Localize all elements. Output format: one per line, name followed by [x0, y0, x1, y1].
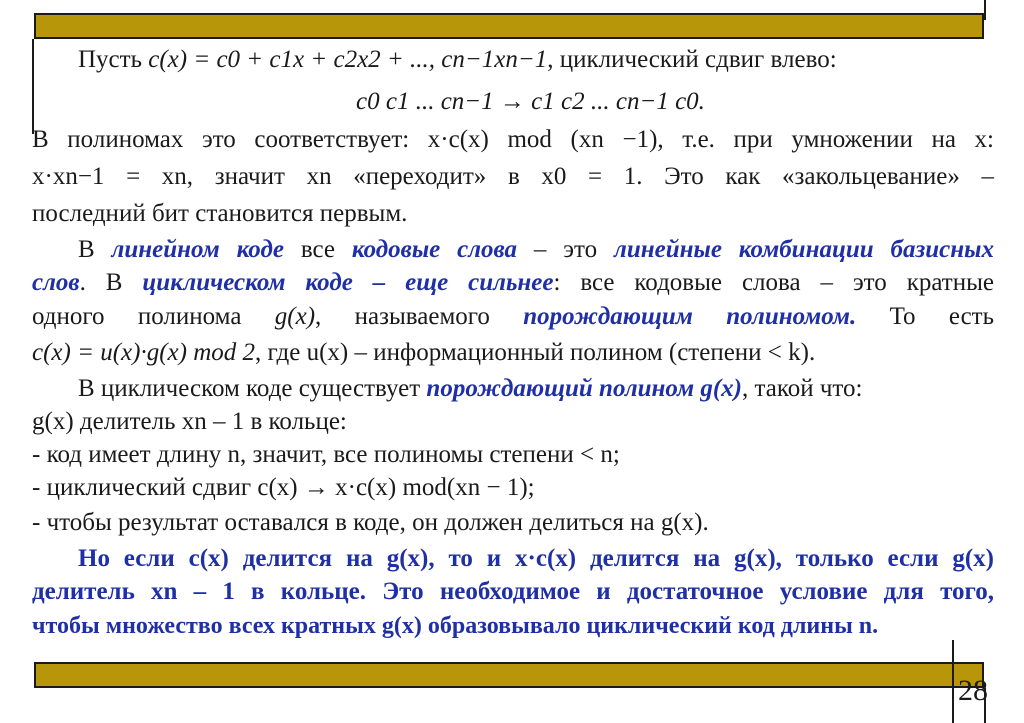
- right-frame-line: [984, 0, 986, 20]
- para4-line5: - чтобы результат оставался в коде, он должен делиться на g(x).: [32, 509, 709, 536]
- right-frame-line-mid: [952, 640, 954, 723]
- para3-line2: слов. В циклическом коде – еще сильнее: все кодовые слова – это кратные: [32, 269, 994, 296]
- left-frame-line: [32, 39, 34, 134]
- para4-line3: - код имеет длину n, значит, все полиномы степени < n;: [32, 441, 620, 468]
- cyclic-poly-formula: c(x) = c0 + c1x + c2x2 + ..., cn−1xn−1: [148, 46, 548, 73]
- para4-line4: - циклический сдвиг c(x) → x·c(x) mod(xn − 1);: [32, 474, 535, 501]
- para1-line2: c0 c1 ... cn−1 → c1 c2 ... cn−1 c0.: [356, 88, 705, 115]
- para5-line1: Но если c(x) делится на g(x), то и x·c(x) делится на g(x), только если g(x): [78, 545, 994, 572]
- para3-line3: одного полинома g(x), называемого порождающим полиномом. То есть: [32, 303, 994, 330]
- para3-line4: c(x) = u(x)·g(x) mod 2, где u(x) – информационный полином (степени < k).: [32, 339, 816, 366]
- top-decor-bar: [34, 13, 984, 39]
- para5-line2: делитель xn – 1 в кольце. Это необходимое и достаточное условие для того,: [32, 578, 994, 605]
- para1-line1: Пусть c(x) = c0 + c1x + c2x2 + ..., cn−1xn−1, циклический сдвиг влево:: [78, 46, 837, 73]
- para2-line3: последний бит становится первым.: [32, 200, 408, 227]
- para3-line1: В линейном коде все кодовые слова – это линейные комбинации базисных: [78, 236, 994, 263]
- para4-line1: В циклическом коде существует порождающий полином g(x), такой что:: [78, 375, 863, 402]
- para4-line2: g(x) делитель xn – 1 в кольце:: [32, 408, 347, 435]
- para2-line2: x·xn−1 = xn, значит xn «переходит» в x0 = 1. Это как «закольцевание» –: [32, 163, 994, 190]
- para2-line1: В полиномах это соответствует: x·c(x) mod (xn −1), т.е. при умножении на x:: [32, 126, 994, 153]
- page-number: 28: [958, 674, 988, 707]
- bottom-decor-bar: [34, 662, 984, 688]
- para5-line3: чтобы множество всех кратных g(x) образовывало циклический код длины n.: [32, 613, 879, 639]
